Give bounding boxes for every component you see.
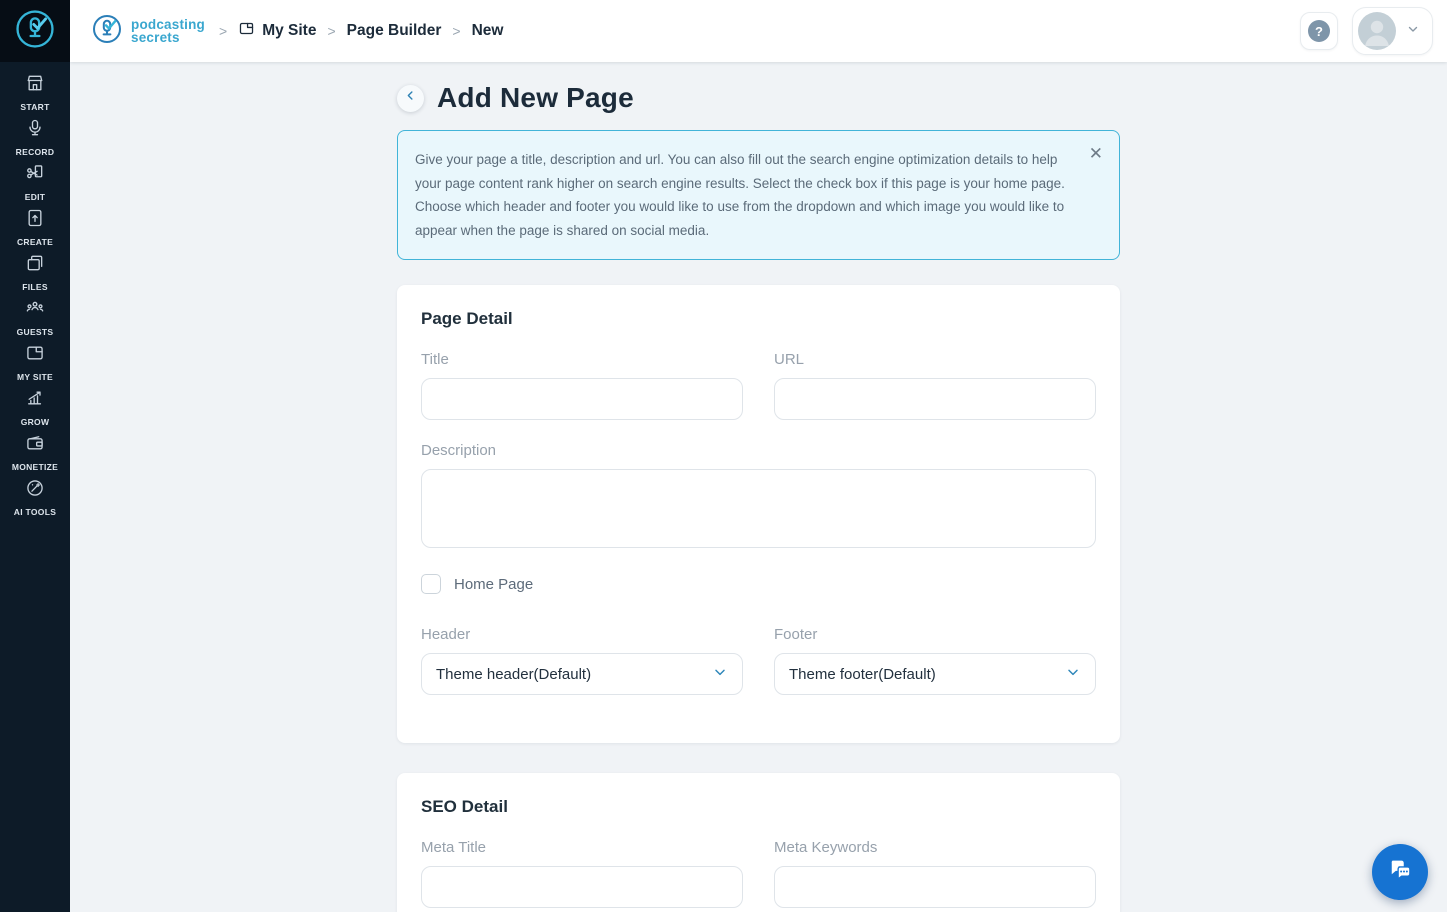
people-icon [25,298,45,323]
seo-detail-card [397,773,1120,912]
close-icon[interactable]: ✕ [1088,144,1103,163]
breadcrumb-current-new: New [471,22,504,39]
sidebar-item-label: MONETIZE [11,462,59,472]
growth-chart-icon [25,388,45,413]
sidebar-item-files[interactable] [0,250,70,295]
description-textarea[interactable] [421,469,1096,548]
breadcrumb-my-site[interactable]: My Site [238,20,316,42]
sidebar-item-label: GUESTS [16,327,54,337]
description-label: Description [421,442,497,459]
sidebar-item-label: AI TOOLS [13,507,57,517]
header-select-value: Theme header(Default) [436,665,592,683]
header-select-group [421,594,743,695]
footer-select-group [774,594,1096,695]
url-label: URL [774,351,805,368]
chevron-down-icon [712,664,728,684]
sidebar [0,0,70,912]
brand-wordmark: podcasting secrets [131,17,206,45]
seo-detail-heading: SEO Detail [421,797,508,816]
meta-title-label: Meta Title [421,839,487,856]
question-mark-icon: ? [1308,20,1330,42]
sidebar-nav [0,62,70,520]
meta-keywords-field-group [774,817,1096,908]
wallet-icon [25,433,45,458]
sidebar-item-ai-tools[interactable] [0,475,70,520]
storefront-icon [25,73,45,98]
meta-title-input[interactable] [421,866,743,908]
sidebar-item-create[interactable] [0,205,70,250]
breadcrumb-separator: > [219,23,228,39]
sidebar-item-label: GROW [20,417,50,427]
sidebar-item-record[interactable] [0,115,70,160]
sidebar-item-monetize[interactable] [0,430,70,475]
footer-select-value: Theme footer(Default) [789,665,936,683]
url-field-group [774,329,1096,420]
chevron-down-icon [1406,22,1420,41]
magic-wand-icon [25,478,45,503]
header-actions [1300,7,1433,55]
page-title: Add New Page [437,82,634,113]
avatar [1358,12,1396,50]
sidebar-item-label: MY SITE [17,372,53,382]
title-label: Title [421,351,449,368]
info-alert [397,130,1120,260]
files-icon [25,253,45,278]
sidebar-item-label: FILES [22,282,48,292]
main-content [70,62,1447,912]
chevron-down-icon [1065,664,1081,684]
sidebar-item-label: EDIT [24,192,46,202]
breadcrumb-separator: > [327,23,336,39]
footer-label: Footer [774,626,818,643]
info-alert-text: Give your page a title, description and url. You can also fill out the search engine optimization details to help your page content rank higher on search engine results. Select the check box if this page is your home page. Choose which header and footer you would like to use from the dropdown and which image you would like to appear when the page is shared on social media. [415,152,1065,238]
title-input[interactable] [421,378,743,420]
page-detail-heading: Page Detail [421,309,513,328]
top-header [70,0,1447,62]
meta-title-field-group [421,817,743,908]
page-detail-card [397,285,1120,743]
sidebar-item-label: CREATE [16,237,54,247]
sidebar-item-edit[interactable] [0,160,70,205]
description-field-group [421,442,1096,548]
footer-select[interactable] [774,653,1096,695]
podcast-logo-icon [13,7,57,56]
chat-support-button[interactable] [1372,844,1428,900]
meta-keywords-label: Meta Keywords [774,839,878,856]
scissors-icon [25,163,45,188]
microphone-icon [25,118,45,143]
document-upload-icon [25,208,45,233]
home-page-label: Home Page [454,575,534,593]
url-input[interactable] [774,378,1096,420]
chat-bubbles-icon [1385,855,1415,890]
breadcrumb [219,20,503,42]
home-page-row [421,574,1096,594]
browser-window-icon [238,20,255,42]
back-button[interactable] [397,85,424,112]
header-select[interactable] [421,653,743,695]
brand-logo[interactable] [90,12,205,51]
home-page-checkbox[interactable] [421,574,441,594]
sidebar-item-grow[interactable] [0,385,70,430]
title-field-group [421,329,743,420]
sidebar-item-my-site[interactable] [0,340,70,385]
header-label: Header [421,626,471,643]
breadcrumb-separator: > [452,23,461,39]
help-button[interactable] [1300,12,1338,50]
app-logo-button[interactable] [0,0,70,62]
account-menu[interactable] [1352,7,1433,55]
sidebar-item-label: START [20,102,50,112]
chevron-left-icon [404,89,417,107]
sidebar-item-start[interactable] [0,70,70,115]
page-head [397,82,1120,114]
sidebar-item-guests[interactable] [0,295,70,340]
podcast-logo-icon [90,12,124,51]
sidebar-item-label: RECORD [15,147,55,157]
breadcrumb-page-builder[interactable]: Page Builder [346,22,442,39]
meta-keywords-input[interactable] [774,866,1096,908]
browser-window-icon [25,343,45,368]
